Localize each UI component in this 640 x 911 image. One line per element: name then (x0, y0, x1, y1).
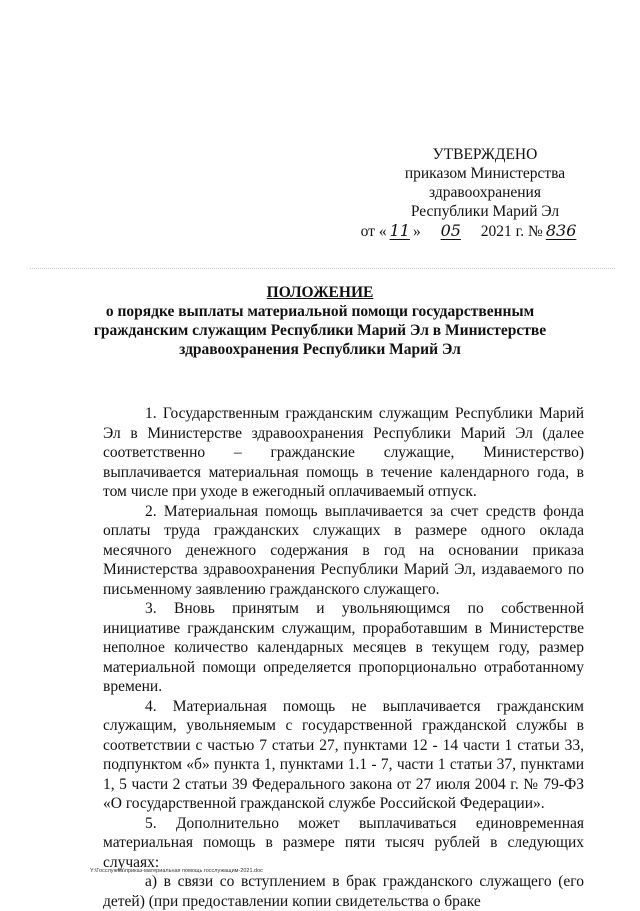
approval-line-1: приказом Министерства (404, 165, 566, 182)
paragraph-5: 5. Дополнительно может выплачиваться единовременная материальная помощь в размере пяти тысяч рублей в следующих случаях: (103, 814, 584, 871)
approval-line-3: Республики Марий Эл (410, 203, 560, 220)
title-subtitle: о порядке выплаты материальной помощи государственным гражданским служащим Республики Марий Эл в Министерстве здравоохранения Республики Марий Эл (93, 303, 547, 358)
paragraph-4: 4. Материальная помощь не выплачивается гражданским служащим, увольняемым с государственной гражданской службы в соответствии с частью 7 статьи 27, пунктами 12 - 14 части 1 статьи 33, подпунктом «б» пункта 1, пунктами 1.1 - 7, части 1 статьи 37, пунктами 1, 5 части 2 статьи 39 Федерального закона от 27 июля 2004 г. № 79-ФЗ «О государственной гражданской службе Российской Федерации». (103, 697, 584, 812)
paragraph-5a: а) в связи со вступлением в брак гражданского служащего (его детей) (при предоставлении копии свидетельства о браке (103, 873, 584, 910)
handwritten-month: 05 (440, 221, 461, 240)
handwritten-number: 836 (545, 221, 577, 240)
paragraph-2: 2. Материальная помощь выплачивается за счет средств фонда оплаты труда гражданских служащих в размере одного оклада месячного денежного содержания в год на основании приказа Министерства здравоохранения Республики Марий Эл, издаваемого по письменному заявлению гражданского служащего. (103, 502, 584, 598)
paragraph-3: 3. Вновь принятым и увольняющимся по собственной инициативе гражданским служащим, проработавшим в Министерстве неполное количество календарных месяцев в текущем году, размер материальной помощи определяется пропорционально отработанному времени. (103, 600, 584, 695)
approval-line-2: здравоохранения (429, 184, 541, 201)
approval-stamp (360, 145, 610, 241)
document-title (85, 283, 555, 359)
date-mid: » (412, 223, 421, 240)
year-text: 2021 г. № (480, 223, 543, 240)
document-body (103, 404, 584, 911)
file-path-footer: Y:\Госслужба\приказ-материальная помощь госслужащим-2021.doc (90, 868, 263, 874)
scan-artifact-divider (30, 268, 615, 269)
approved-label: УТВЕРЖДЕНО (432, 146, 538, 163)
date-prefix: от « (360, 223, 387, 240)
paragraph-1: 1. Государственным гражданским служащим Республики Марий Эл в Министерстве здравоохранения Республики Марий Эл (далее соответственно – гражданские служащие, Министерство) выплачивается материальная помощь в течение календарного года, в том числе при уходе в ежегодный оплачиваемый отпуск. (103, 405, 584, 500)
handwritten-day: 11 (389, 221, 410, 240)
title-heading: ПОЛОЖЕНИЕ (266, 284, 374, 301)
approval-date-line (345, 221, 595, 241)
